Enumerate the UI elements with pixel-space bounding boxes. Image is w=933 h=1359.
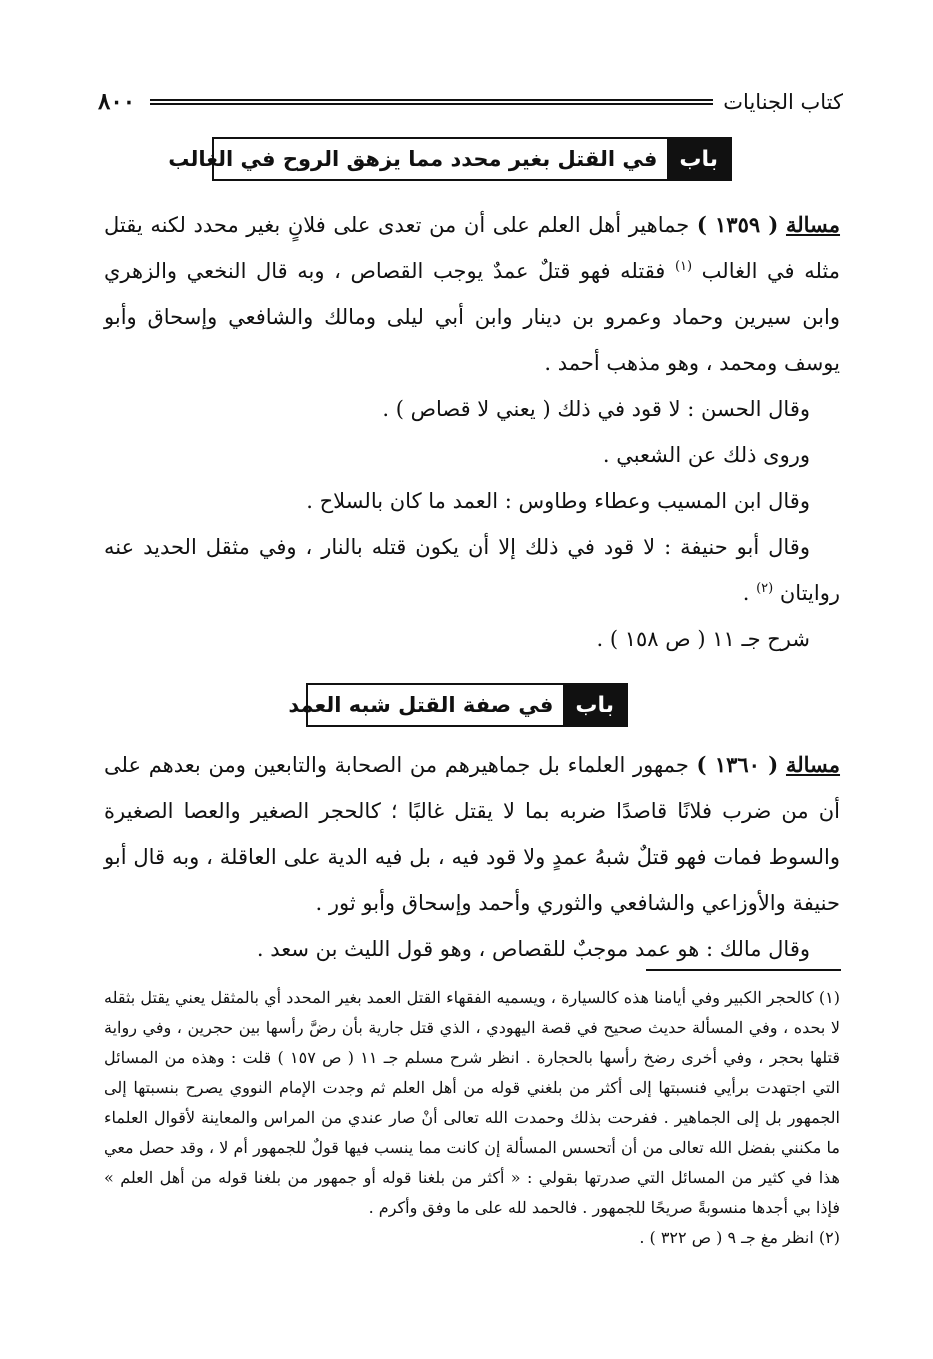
paragraph: وقال ابن المسيب وعطاء وطاوس : العمد ما كان بالسلاح . <box>306 489 810 513</box>
paragraph: وروى ذلك عن الشعبي . <box>602 443 810 467</box>
section-2-body <box>104 742 840 972</box>
paragraph-text: فقتله فهو قتلٌ عمدٌ يوجب القصاص ، وبه قال النخعي والزهري وابن سيرين وحماد وعمرو بن دينار وابن أبي ليلى ومالك والشافعي وإسحاق وأبو يوسف ومحمد ، وهو مذهب أحمد . <box>104 259 840 375</box>
paragraph-text: جماهير أهل العلم على أن من تعدى على فلانٍ بغير محدد لكنه يقتل مثله في الغالب <box>104 213 840 283</box>
footnote-separator <box>646 969 841 971</box>
chapter-heading-2 <box>288 683 628 727</box>
footnote-ref-2[interactable]: (٢) <box>756 581 774 596</box>
paragraph-text: . <box>742 581 757 605</box>
running-header <box>98 84 843 120</box>
footnote-2: (٢) انظر مغ جـ ٩ ( ص ٣٢٢ ) . <box>639 1228 840 1247</box>
paragraph <box>104 524 840 616</box>
masala-label: مسالة <box>785 212 841 237</box>
section-1-body <box>104 202 840 662</box>
footnotes <box>104 983 840 1253</box>
paragraph-text: وقال أبو حنيفة : لا قود في ذلك إلا أن يكون قتله بالنار ، وفي مثقل الحديد عنه روايتان <box>104 535 840 605</box>
footnote-ref-1[interactable]: (١) <box>674 259 693 274</box>
masala-number: ( ١٣٥٩ ) <box>696 212 779 237</box>
page-number: ٨٠٠ <box>98 88 136 115</box>
masala-label: مسالة <box>785 752 841 777</box>
chapter-title: في صفة القتل شبه العمد <box>288 693 554 717</box>
paragraph: وقال الحسن : لا قود في ذلك ( يعني لا قصاص ) . <box>382 397 810 421</box>
paragraph-text: جمهور العلماء بل جماهيرهم من الصحابة والتابعين ومن بعدهم على أن من ضرب فلانًا قاصدًا ضربه بما لا يقتل غالبًا ؛ كالحجر الصغير والعصا الصغيرة والسوط فمات فهو قتلٌ شبهُ عمدٍ ولا قود فيه ، بل فيه الدية على العاقلة ، وبه قال أبو حنيفة والأوزاعي والشافعي والثوري وأحمد وإسحاق وأبو ثور . <box>104 753 840 915</box>
masala-number: ( ١٣٦٠ ) <box>696 752 779 777</box>
chapter-label: باب <box>667 139 730 179</box>
masala-1360 <box>104 742 840 926</box>
masala-1359 <box>104 202 840 386</box>
chapter-title: في القتل بغير محدد مما يزهق الروح في الغالب <box>168 147 658 171</box>
source-reference: شرح جـ ١١ ( ص ١٥٨ ) . <box>596 627 810 651</box>
paragraph: وقال مالك : هو عمد موجبٌ للقصاص ، وهو قول الليث بن سعد . <box>256 937 810 961</box>
chapter-heading-1 <box>168 137 732 181</box>
header-double-rule <box>150 99 713 105</box>
footnote-1: (١) كالحجر الكبير وفي أيامنا هذه كالسيارة ، ويسميه الفقهاء القتل العمد بغير المحدد أي بالمثقل يعني يقتل بثقله لا بحده ، وفي المسألة حديث صحيح في قصة اليهودي ، الذي قتل جارية بأن رضَّ رأسها بين حجرين ، وفي رواية قتلها بحجر ، وفي أخرى رضخ رأسها بالحجارة . انظر شرح مسلم جـ ١١ ( ص ١٥٧ ) قلت : وهذه من المسائل التي اجتهدت برأيي فنسبتها إلى أكثر من بلغني قوله من أهل العلم ثم وجدت الإمام النووي يصرح بنسبتها إلى الجمهور بل إلى الجماهير . ففرحت بذلك وحمدت الله تعالى أنْ صار عندي من المراس والمعاينة لأقوال العلماء ما مكنني بفضل الله تعالى من أن أتحسس المسألة إن كانت مما ينسب فيها قولٌ للجمهور أم لا ، وقد حصل معي هذا في كثير من المسائل التي صدرتها بقولي : « أكثر من بلغنا قوله أو جمهور من بلغنا قوله من أهل العلم » فإذا بي أجدها منسوبةً صريحًا للجمهور . فالحمد لله على ما وفق وأكرم . <box>104 988 841 1217</box>
book-title: كتاب الجنايات <box>723 90 843 114</box>
chapter-label: باب <box>563 685 626 725</box>
